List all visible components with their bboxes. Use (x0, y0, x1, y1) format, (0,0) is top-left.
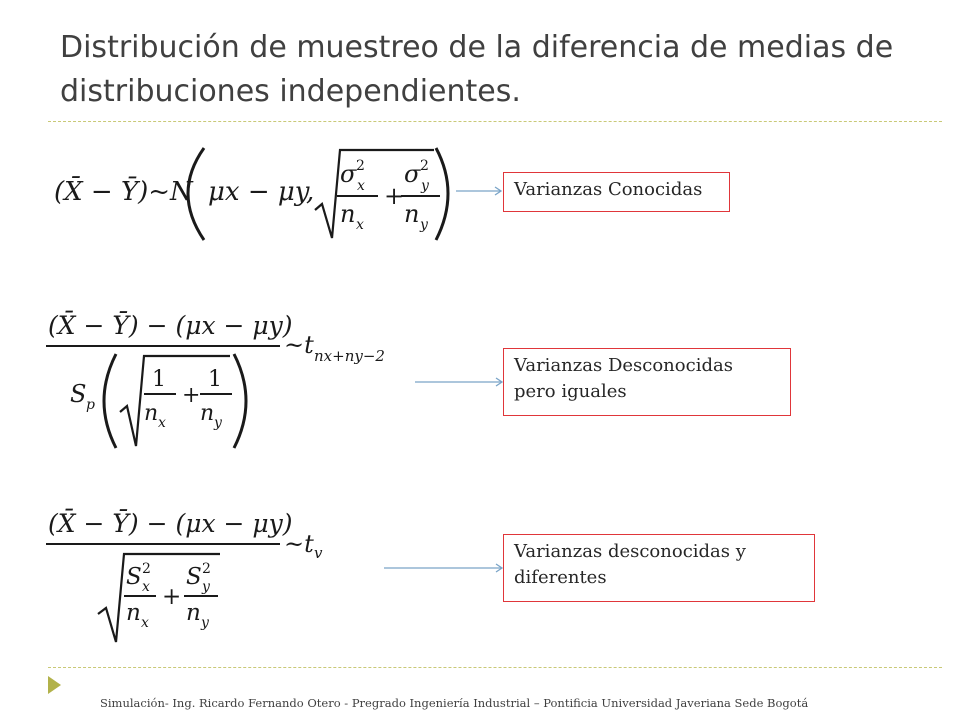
formula3-df: v (314, 544, 323, 562)
svg-text:σ: σ (404, 160, 421, 188)
formula3-numerator: (X̄ − Ȳ) − (μx − μy) (48, 509, 293, 538)
formula-known-variances (40, 140, 450, 246)
svg-text:n: n (186, 600, 201, 626)
svg-text:+: + (162, 584, 182, 610)
svg-text:x: x (356, 217, 364, 233)
arrow-3 (383, 561, 506, 575)
label-unknown-different-variances: Varianzas desconocidas y diferentes (503, 534, 815, 602)
svg-text:2: 2 (420, 158, 429, 174)
svg-text:+: + (384, 182, 405, 210)
slide-title: Distribución de muestreo de la diferencia de medias de distribuciones independientes. (60, 30, 894, 109)
label-known-variances: Varianzas Conocidas (503, 172, 730, 212)
svg-text:n: n (144, 401, 159, 426)
svg-text:σ: σ (340, 160, 357, 188)
formula3-dist: ~t (284, 530, 314, 558)
svg-text:x: x (357, 178, 365, 194)
svg-text:x: x (142, 579, 150, 595)
svg-text:2: 2 (142, 561, 151, 577)
top-divider (48, 121, 942, 122)
formula-unknown-equal-variances (40, 298, 410, 458)
formula2-numerator: (X̄ − Ȳ) − (μx − μy) (48, 311, 293, 340)
formula2-df: nx+ny−2 (314, 347, 385, 365)
svg-text:+: + (182, 383, 201, 408)
svg-text:n: n (200, 401, 215, 426)
svg-text:y: y (214, 415, 222, 431)
svg-text:S: S (70, 380, 87, 408)
svg-text:p: p (86, 397, 95, 413)
bottom-divider (48, 667, 942, 668)
svg-text:2: 2 (356, 158, 365, 174)
svg-text:x: x (158, 415, 166, 431)
arrow-1 (455, 184, 505, 198)
formula1-lhs: (X̄ − Ȳ)~N (54, 177, 193, 207)
svg-text:1: 1 (152, 367, 166, 392)
svg-text:2: 2 (202, 561, 211, 577)
formula2-dist: ~t (284, 331, 314, 359)
svg-text:S: S (186, 564, 202, 590)
svg-text:x: x (141, 615, 149, 631)
svg-text:n: n (340, 200, 356, 228)
formula-unknown-different-variances (40, 496, 350, 646)
svg-text:S: S (126, 564, 142, 590)
formula1-mean: μx − μy, (208, 177, 315, 207)
svg-text:y: y (202, 579, 210, 595)
label-unknown-equal-variances: Varianzas Desconocidas pero iguales (503, 348, 791, 416)
svg-text:1: 1 (208, 367, 222, 392)
footer-text: Simulación- Ing. Ricardo Fernando Otero - Pregrado Ingeniería Industrial – Pontificia Universidad Javeriana Sede Bogotá (100, 696, 809, 710)
svg-text:n: n (404, 200, 420, 228)
triangle-bullet-icon (48, 676, 61, 694)
svg-text:y: y (420, 217, 428, 233)
svg-text:y: y (421, 178, 429, 194)
arrow-2 (414, 375, 506, 389)
svg-text:n: n (126, 600, 141, 626)
svg-text:y: y (201, 615, 209, 631)
